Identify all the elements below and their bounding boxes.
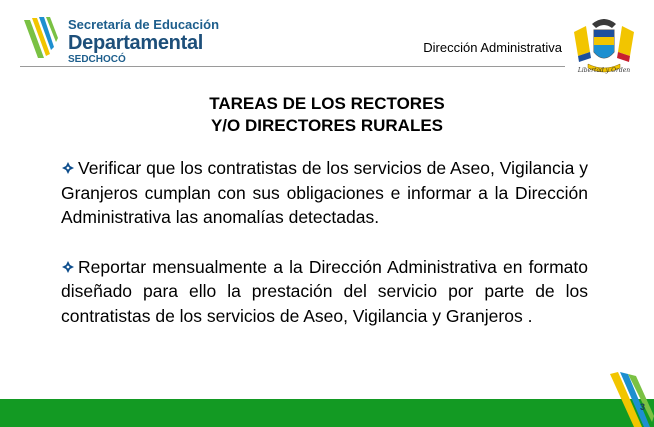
logo-line-secretaria: Secretaría de Educación [68, 17, 220, 32]
diamond-bullet-icon [61, 260, 75, 274]
bullet-list [61, 156, 588, 353]
logo-line-departamental: Departamental [68, 32, 204, 54]
department-label: Dirección Administrativa [423, 40, 562, 55]
slide-title-line-2: Y/O DIRECTORES RURALES [210, 116, 444, 135]
logo-swoosh-icon [20, 14, 64, 66]
slide-header [0, 0, 654, 90]
header-divider [20, 66, 565, 67]
corner-swoosh-icon [608, 370, 654, 427]
crest-motto: Libertad y Orden [577, 67, 631, 74]
slide-title-line-1: TAREAS DE LOS RECTORES [209, 94, 445, 113]
footer-bar [0, 399, 654, 427]
logo-text [68, 18, 219, 66]
bullet-text: Reportar mensualmente a la Dirección Administrativa en formato diseñado para ello la prestación del servicio por parte de los contratistas de los servicios de Aseo, Vigilancia y Granjeros . [61, 256, 588, 326]
bullet-item [61, 156, 588, 230]
page-number: 3 [640, 402, 646, 412]
logo-line-sedchoco: SEDCHOCÓ [68, 54, 126, 65]
diamond-bullet-icon [61, 161, 75, 175]
bullet-item [61, 255, 588, 329]
sedchoco-logo [20, 14, 220, 70]
bullet-text: Verificar que los contratistas de los servicios de Aseo, Vigilancia y Granjeros cumplan con sus obligaciones e informar a la Dirección Administrativa las anomalías detectadas. [61, 158, 588, 227]
